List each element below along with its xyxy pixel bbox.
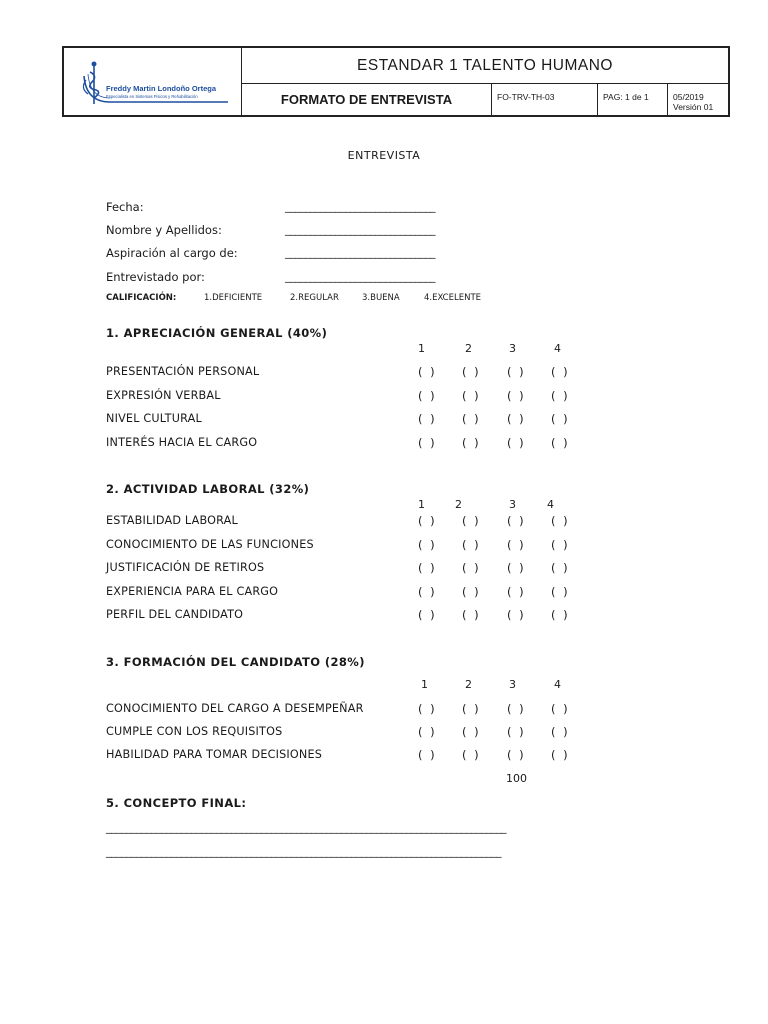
scale-2: 2 [455,498,462,511]
rating-checkbox-1[interactable]: ( ) [418,585,437,599]
rating-checkbox-3[interactable]: ( ) [507,725,526,739]
section-1-title: 1. APRECIACIÓN GENERAL (40%) [106,326,328,340]
rating-checkbox-3[interactable]: ( ) [507,561,526,575]
rating-checkbox-4[interactable]: ( ) [551,561,570,575]
version-date: 05/2019 [673,92,704,102]
criterion-label: PERFIL DEL CANDIDATO [106,608,244,621]
section-5-title: 5. CONCEPTO FINAL: [106,796,247,810]
calificacion-option-3: 3.BUENA [362,293,400,303]
criterion-label: INTERÉS HACIA EL CARGO [106,436,258,449]
criterion-label: EXPERIENCIA PARA EL CARGO [106,585,279,598]
scale-3: 3 [509,678,516,691]
calificacion-option-2: 2.REGULAR [290,293,339,303]
rating-checkbox-1[interactable]: ( ) [418,365,437,379]
rating-checkbox-3[interactable]: ( ) [507,538,526,552]
total-score: 100 [506,772,527,785]
rating-checkbox-1[interactable]: ( ) [418,514,437,528]
rating-checkbox-4[interactable]: ( ) [551,389,570,403]
document-header [62,46,730,117]
rating-checkbox-3[interactable]: ( ) [507,585,526,599]
rating-checkbox-2[interactable]: ( ) [462,514,481,528]
scale-1: 1 [421,678,428,691]
rating-checkbox-2[interactable]: ( ) [462,538,481,552]
section-3-title: 3. FORMACIÓN DEL CANDIDATO (28%) [106,655,365,669]
rating-checkbox-3[interactable]: ( ) [507,748,526,762]
rating-checkbox-3[interactable]: ( ) [507,412,526,426]
rating-checkbox-4[interactable]: ( ) [551,514,570,528]
section-2-title: 2. ACTIVIDAD LABORAL (32%) [106,482,310,496]
aspiracion-label: Aspiración al cargo de: [106,246,238,260]
rating-checkbox-1[interactable]: ( ) [418,412,437,426]
scale-1: 1 [418,342,425,355]
criterion-label: CONOCIMIENTO DEL CARGO A DESEMPEÑAR [106,702,364,715]
aspiracion-field[interactable]: ______________________________ [285,246,435,259]
rating-checkbox-4[interactable]: ( ) [551,608,570,622]
criterion-label: CONOCIMIENTO DE LAS FUNCIONES [106,538,314,551]
criterion-label: PRESENTACIÓN PERSONAL [106,365,260,378]
rating-checkbox-1[interactable]: ( ) [418,748,437,762]
page-number: PAG: 1 de 1 [598,84,668,115]
rating-checkbox-4[interactable]: ( ) [551,538,570,552]
rating-checkbox-3[interactable]: ( ) [507,365,526,379]
rating-checkbox-4[interactable]: ( ) [551,585,570,599]
format-name: FORMATO DE ENTREVISTA [242,84,492,115]
criterion-label: CUMPLE CON LOS REQUISITOS [106,725,283,738]
nombre-label: Nombre y Apellidos: [106,223,222,237]
format-code: FO-TRV-TH-03 [492,84,598,115]
criterion-label: EXPRESIÓN VERBAL [106,389,221,402]
calificacion-option-1: 1.DEFICIENTE [204,293,263,303]
calificacion-option-4: 4.EXCELENTE [424,293,482,303]
fecha-label: Fecha: [106,200,144,214]
logo-tagline: Especialista en Sistemas Físicos y Rehabilitación [106,94,198,99]
fecha-field[interactable]: ______________________________ [285,200,435,213]
rating-checkbox-4[interactable]: ( ) [551,702,570,716]
rating-checkbox-1[interactable]: ( ) [418,702,437,716]
criterion-label: NIVEL CULTURAL [106,412,202,425]
nombre-field[interactable]: ______________________________ [285,223,435,236]
scale-4: 4 [554,342,561,355]
entrevistado-field[interactable]: ______________________________ [285,270,435,283]
rating-checkbox-2[interactable]: ( ) [462,725,481,739]
rating-checkbox-3[interactable]: ( ) [507,436,526,450]
criterion-label: HABILIDAD PARA TOMAR DECISIONES [106,748,323,761]
rating-checkbox-3[interactable]: ( ) [507,702,526,716]
criterion-label: ESTABILIDAD LABORAL [106,514,238,527]
logo-cell [64,48,242,115]
rating-checkbox-1[interactable]: ( ) [418,389,437,403]
rating-checkbox-4[interactable]: ( ) [551,365,570,379]
rating-checkbox-2[interactable]: ( ) [462,365,481,379]
rating-checkbox-2[interactable]: ( ) [462,389,481,403]
calificacion-label: CALIFICACIÓN: [106,293,177,303]
scale-4: 4 [554,678,561,691]
scale-2: 2 [465,678,472,691]
rating-checkbox-2[interactable]: ( ) [462,436,481,450]
rating-checkbox-4[interactable]: ( ) [551,412,570,426]
rating-checkbox-4[interactable]: ( ) [551,748,570,762]
scale-1: 1 [418,498,425,511]
criterion-label: JUSTIFICACIÓN DE RETIROS [106,561,265,574]
rating-checkbox-4[interactable]: ( ) [551,725,570,739]
rating-checkbox-2[interactable]: ( ) [462,561,481,575]
rating-checkbox-3[interactable]: ( ) [507,608,526,622]
rating-checkbox-2[interactable]: ( ) [462,412,481,426]
rating-checkbox-1[interactable]: ( ) [418,725,437,739]
scale-2: 2 [465,342,472,355]
rating-checkbox-1[interactable]: ( ) [418,561,437,575]
version-number: Versión 01 [673,102,714,112]
rating-checkbox-4[interactable]: ( ) [551,436,570,450]
document-title: ENTREVISTA [347,149,421,162]
rating-checkbox-3[interactable]: ( ) [507,514,526,528]
rating-checkbox-2[interactable]: ( ) [462,608,481,622]
rating-checkbox-2[interactable]: ( ) [462,702,481,716]
rating-checkbox-2[interactable]: ( ) [462,585,481,599]
concepto-final-line-1[interactable]: ________________________________________________________________________________ [106,821,506,834]
rating-checkbox-1[interactable]: ( ) [418,538,437,552]
rating-checkbox-1[interactable]: ( ) [418,436,437,450]
logo-emblem-icon [80,58,230,108]
scale-3: 3 [509,498,516,511]
version-info [668,84,728,115]
rating-checkbox-3[interactable]: ( ) [507,389,526,403]
entrevistado-label: Entrevistado por: [106,270,205,284]
header-title: ESTANDAR 1 TALENTO HUMANO [242,48,728,84]
rating-checkbox-1[interactable]: ( ) [418,608,437,622]
rating-checkbox-2[interactable]: ( ) [462,748,481,762]
concepto-final-line-2[interactable]: _______________________________________________________________________________ [106,845,501,858]
scale-4: 4 [547,498,554,511]
scale-3: 3 [509,342,516,355]
logo-name: Freddy Martin Londoño Ortega [106,84,216,93]
